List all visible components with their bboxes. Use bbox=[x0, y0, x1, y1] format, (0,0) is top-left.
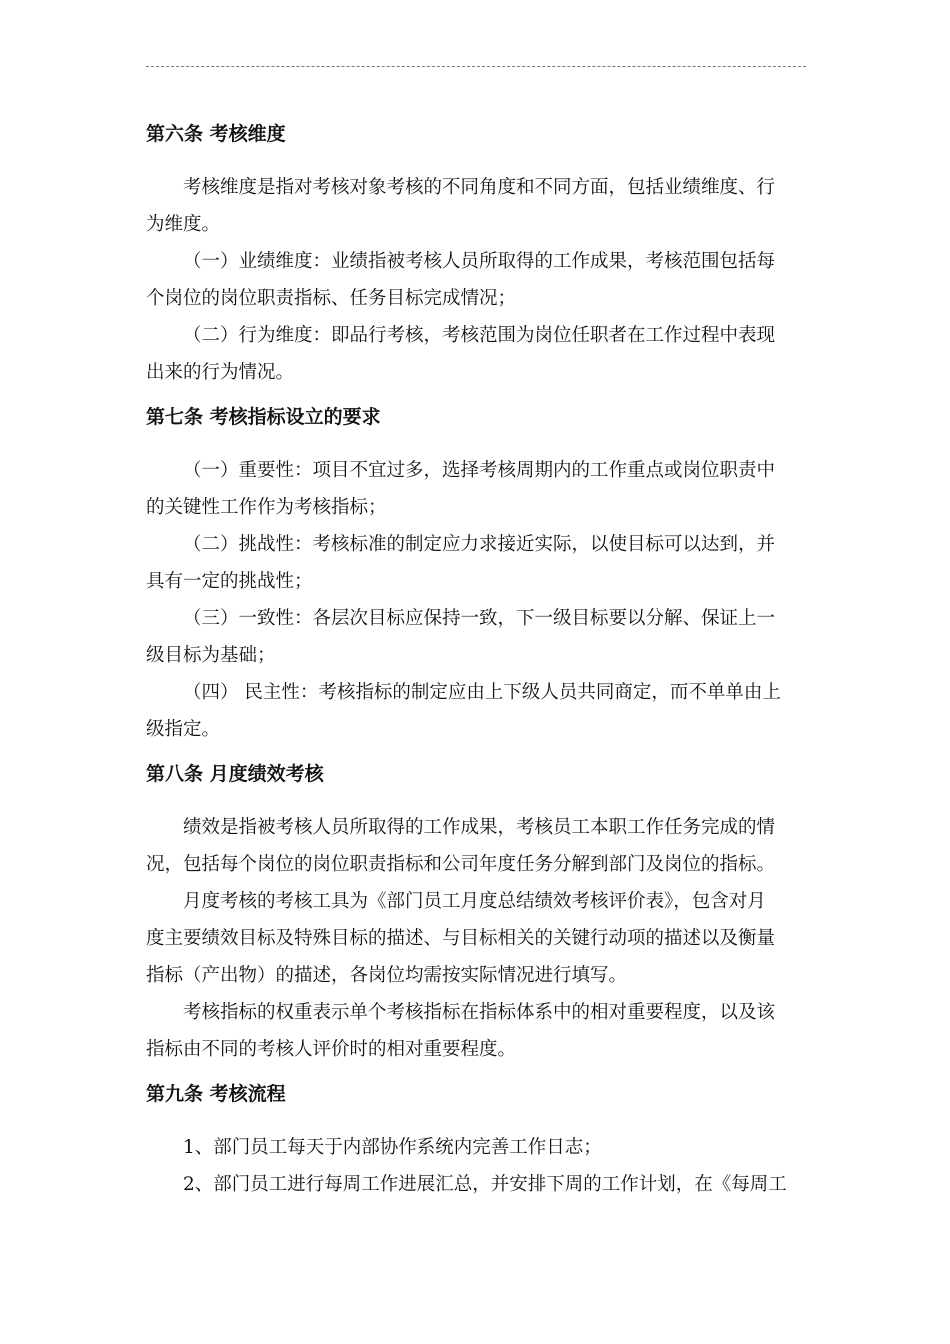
paragraph-line: 2、部门员工进行每周工作进展汇总，并安排下周的工作计划，在《每周工 bbox=[183, 1174, 787, 1195]
paragraph-line: （四） 民主性：考核指标的制定应由上下级人员共同商定，而不单单由上 bbox=[183, 682, 781, 703]
paragraph-line: 为维度。 bbox=[146, 214, 221, 235]
section-heading: 第九条 考核流程 bbox=[146, 1083, 286, 1105]
paragraph-line: 指标（产出物）的描述，各岗位均需按实际情况进行填写。 bbox=[146, 965, 628, 986]
paragraph-line: 绩效是指被考核人员所取得的工作成果，考核员工本职工作任务完成的情 bbox=[183, 817, 776, 838]
paragraph bbox=[146, 883, 806, 994]
paragraph bbox=[146, 994, 806, 1068]
paragraph-line: （一）业绩维度：业绩指被考核人员所取得的工作成果，考核范围包括每 bbox=[183, 251, 776, 272]
paragraph bbox=[146, 1166, 806, 1203]
section-heading: 第八条 月度绩效考核 bbox=[146, 763, 324, 785]
paragraph-line: （一）重要性：项目不宜过多，选择考核周期内的工作重点或岗位职责中 bbox=[183, 460, 776, 481]
section-spacer bbox=[146, 391, 806, 399]
paragraph-line: 月度考核的考核工具为《部门员工月度总结绩效考核评价表》，包含对月 bbox=[183, 891, 766, 912]
paragraph-line: （二）行为维度：即品行考核，考核范围为岗位任职者在工作过程中表现 bbox=[183, 325, 776, 346]
paragraph bbox=[146, 600, 806, 674]
section-spacer bbox=[146, 1068, 806, 1076]
paragraph-line: （三）一致性：各层次目标应保持一致，下一级目标要以分解、保证上一 bbox=[183, 608, 776, 629]
paragraph-line: 的关键性工作作为考核指标； bbox=[146, 497, 387, 518]
paragraph bbox=[146, 526, 806, 600]
section-heading: 第七条 考核指标设立的要求 bbox=[146, 406, 381, 428]
document-body bbox=[146, 116, 806, 1203]
paragraph-line: 级目标为基础； bbox=[146, 645, 276, 666]
paragraph bbox=[146, 243, 806, 317]
heading-spacer bbox=[146, 153, 806, 169]
paragraph-line: 出来的行为情况。 bbox=[146, 362, 295, 383]
paragraph bbox=[146, 452, 806, 526]
section-heading: 第六条 考核维度 bbox=[146, 123, 286, 145]
paragraph bbox=[146, 674, 806, 748]
paragraph bbox=[146, 169, 806, 243]
heading-spacer bbox=[146, 436, 806, 452]
paragraph bbox=[146, 1129, 806, 1166]
paragraph-line: （二）挑战性：考核标准的制定应力求接近实际，以使目标可以达到，并 bbox=[183, 534, 776, 555]
paragraph bbox=[146, 317, 806, 391]
paragraph-line: 个岗位的岗位职责指标、任务目标完成情况； bbox=[146, 288, 517, 309]
paragraph bbox=[146, 809, 806, 883]
paragraph-line: 指标由不同的考核人评价时的相对重要程度。 bbox=[146, 1039, 517, 1060]
paragraph-line: 具有一定的挑战性； bbox=[146, 571, 313, 592]
section-spacer bbox=[146, 748, 806, 756]
paragraph-line: 度主要绩效目标及特殊目标的描述、与目标相关的关键行动项的描述以及衡量 bbox=[146, 928, 776, 949]
header-dashed-rule bbox=[146, 66, 806, 67]
paragraph-line: 考核指标的权重表示单个考核指标在指标体系中的相对重要程度，以及该 bbox=[183, 1002, 776, 1023]
paragraph-line: 况，包括每个岗位的岗位职责指标和公司年度任务分解到部门及岗位的指标。 bbox=[146, 854, 776, 875]
paragraph-line: 1、部门员工每天于内部协作系统内完善工作日志； bbox=[183, 1137, 602, 1158]
heading-spacer bbox=[146, 1113, 806, 1129]
paragraph-line: 级指定。 bbox=[146, 719, 221, 740]
heading-spacer bbox=[146, 793, 806, 809]
paragraph-line: 考核维度是指对考核对象考核的不同角度和不同方面，包括业绩维度、行 bbox=[183, 177, 776, 198]
